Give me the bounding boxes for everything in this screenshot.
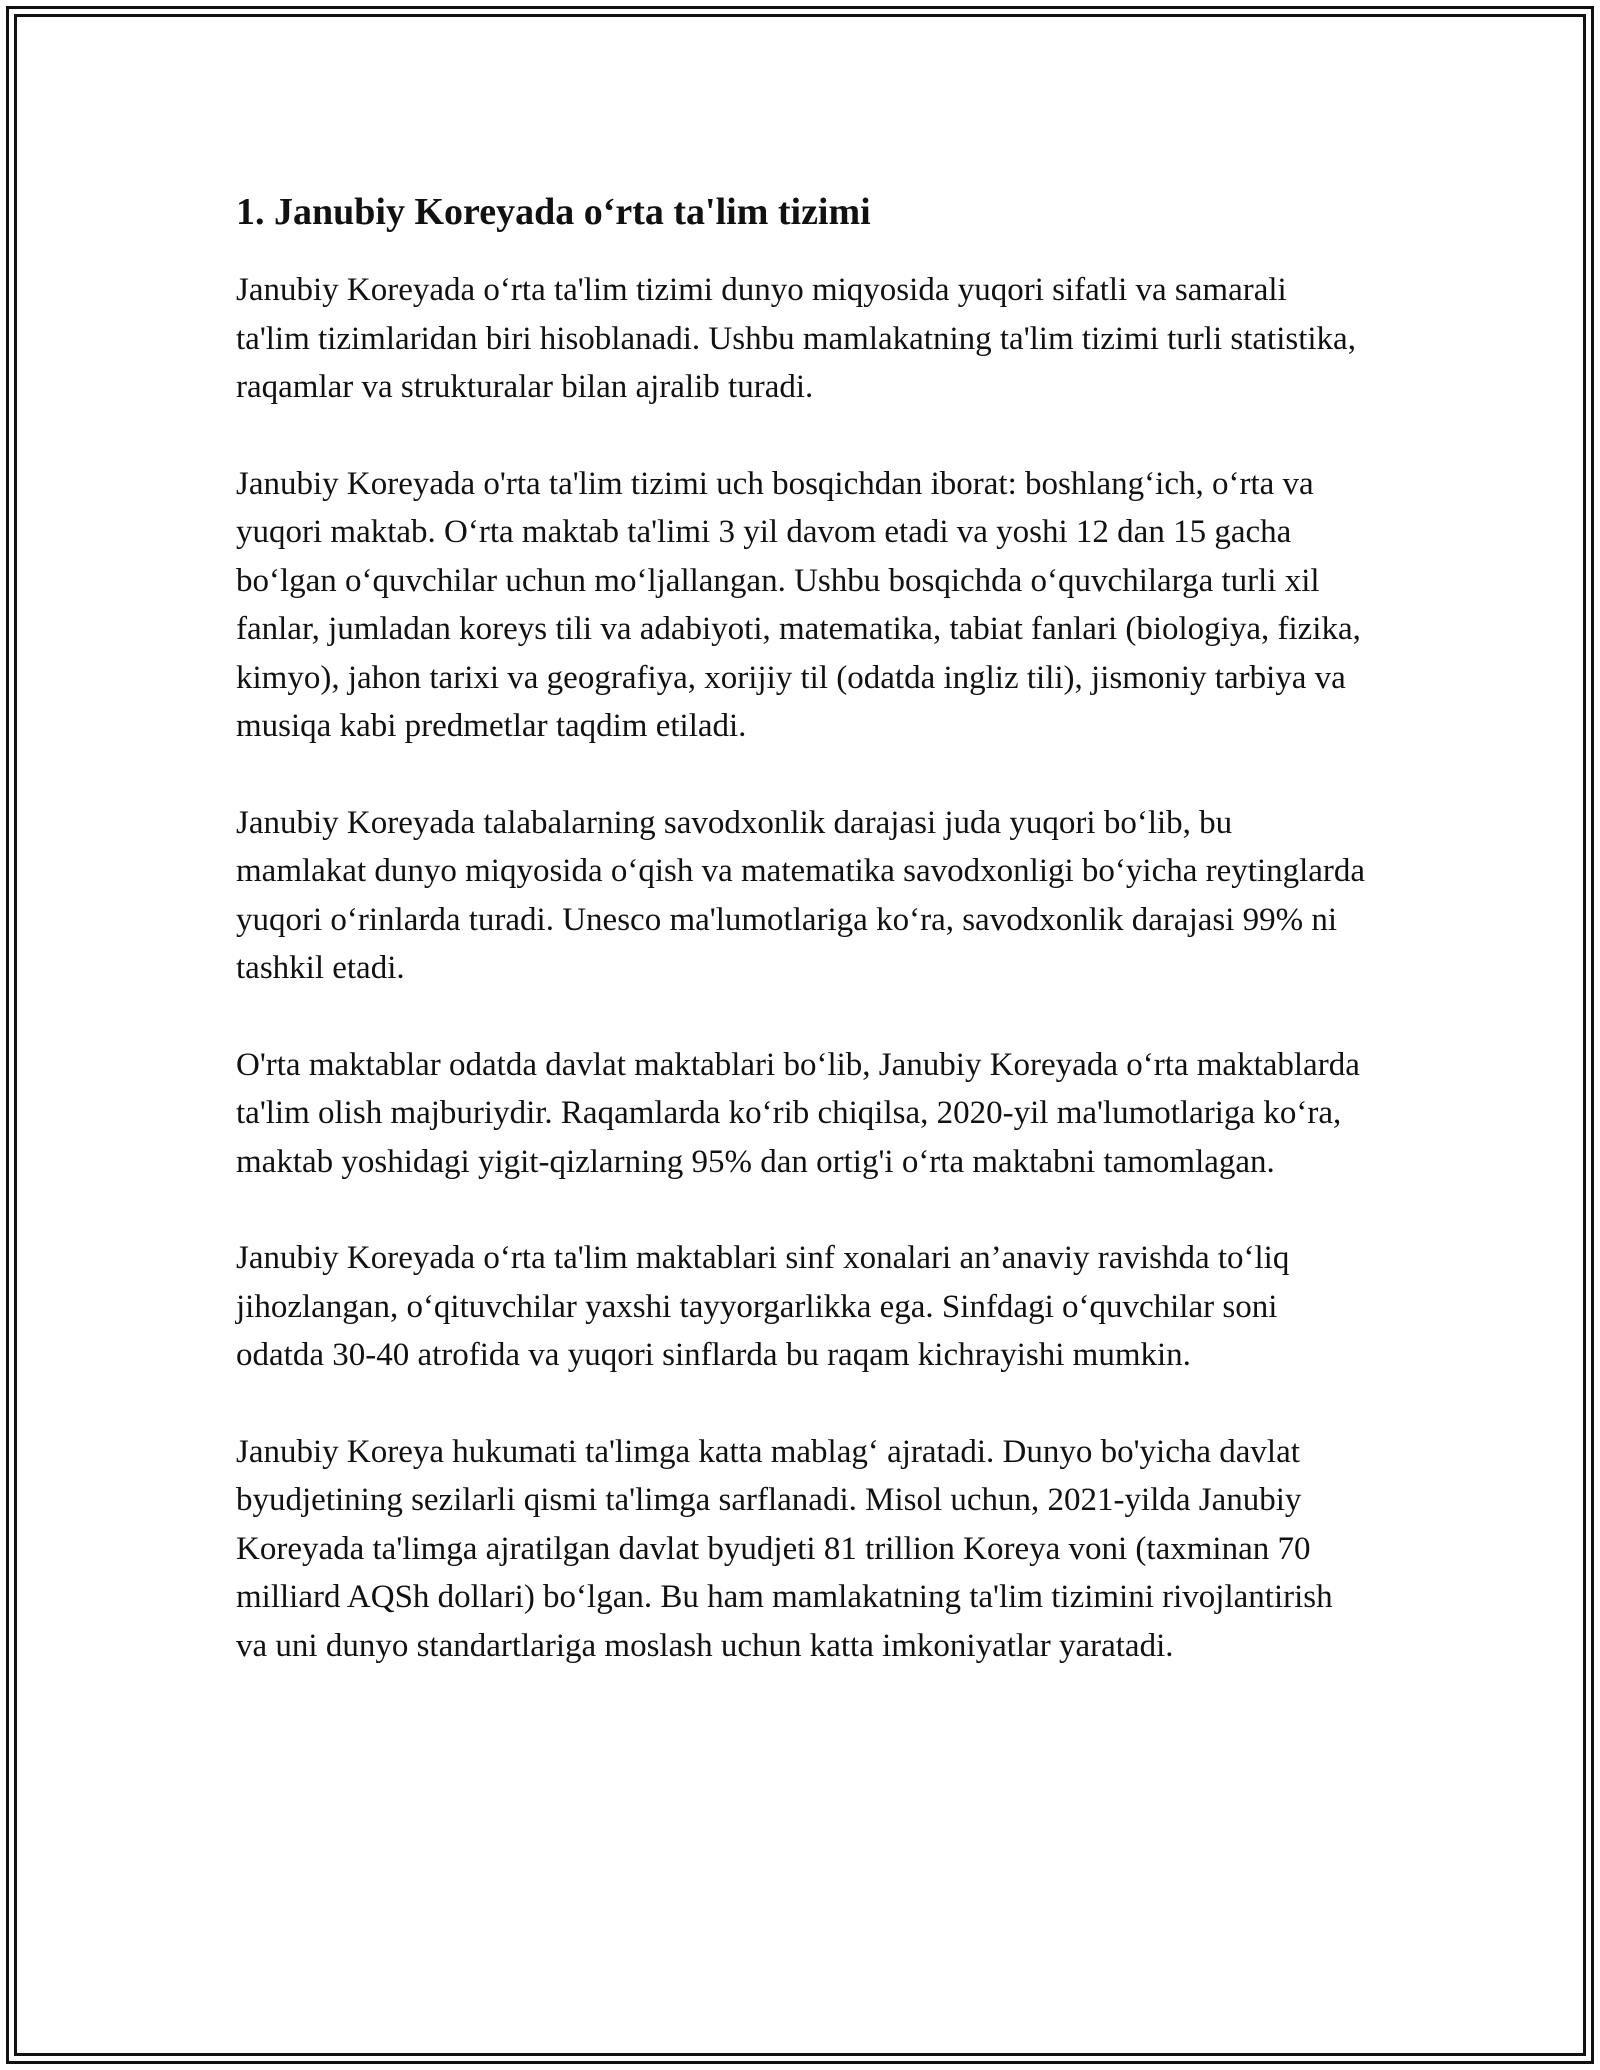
paragraph-literacy: Janubiy Koreyada talabalarning savodxonlik darajasi juda yuqori bo‘lib, bu mamlakat dunyo miqyosida o‘qish va matematika savodxonligi bo‘yicha reytinglarda yuqori o‘rinlarda turadi. Unesco ma'lumotlariga ko‘ra, savodxonlik darajasi 99% ni tashkil etadi. bbox=[236, 804, 1366, 986]
paragraph-intro: Janubiy Koreyada o‘rta ta'lim tizimi dunyo miqyosida yuqori sifatli va samarali ta'lim tizimlaridan biri hisoblanadi. Ushbu mamlakatning ta'lim tizimi turli statistika, raqamlar va strukturalar bilan ajralib turadi. bbox=[236, 272, 1356, 405]
paragraph-stages: Janubiy Koreyada o'rta ta'lim tizimi uch bosqichdan iborat: boshlang‘ich, o‘rta va yuqori maktab. O‘rta maktab ta'limi 3 yil davom etadi va yoshi 12 dan 15 gacha bo‘lgan o‘quvchilar uchun mo‘ljallangan. Ushbu bosqichda o‘quvchilarga turli xil fanlar, jumladan koreys tili va adabiyoti, matematika, tabiat fanlari (biologiya, fizika, kimyo), jahon tarixi va geografiya, xorijiy til (odatda ingliz tili), jismoniy tarbiya va musiqa kabi predmetlar taqdim etiladi. bbox=[236, 465, 1361, 744]
paragraph-classrooms: Janubiy Koreyada o‘rta ta'lim maktablari sinf xonalari an’anaviy ravishda to‘liq jihozlangan, o‘qituvchilar yaxshi tayyorgarlikka ega. Sinfdagi o‘quvchilar soni odatda 30-40 atrofida va yuqori sinflarda bu raqam kichrayishi mumkin. bbox=[236, 1240, 1290, 1373]
document-body bbox=[236, 188, 1366, 1718]
section-heading: 1. Janubiy Koreyada o‘rta ta'lim tizimi bbox=[236, 191, 871, 233]
paragraph-public-schools: O'rta maktablar odatda davlat maktablari bo‘lib, Janubiy Koreyada o‘rta maktablarda ta'lim olish majburiydir. Raqamlarda ko‘rib chiqilsa, 2020-yil ma'lumotlariga ko‘ra, maktab yoshidagi yigit-qizlarning 95% dan ortig'i o‘rta maktabni tamomlagan. bbox=[236, 1046, 1360, 1180]
paragraph-funding: Janubiy Koreya hukumati ta'limga katta mablag‘ ajratadi. Dunyo bo'yicha davlat byudjetining sezilarli qismi ta'limga sarflanadi. Misol uchun, 2021-yilda Janubiy Koreyada ta'limga ajratilgan davlat byudjeti 81 trillion Koreya voni (taxminan 70 milliard AQSh dollari) bo‘lgan. Bu ham mamlakatning ta'lim tizimini rivojlantirish va uni dunyo standartlariga moslash uchun katta imkoniyatlar yaratadi. bbox=[236, 1433, 1333, 1664]
